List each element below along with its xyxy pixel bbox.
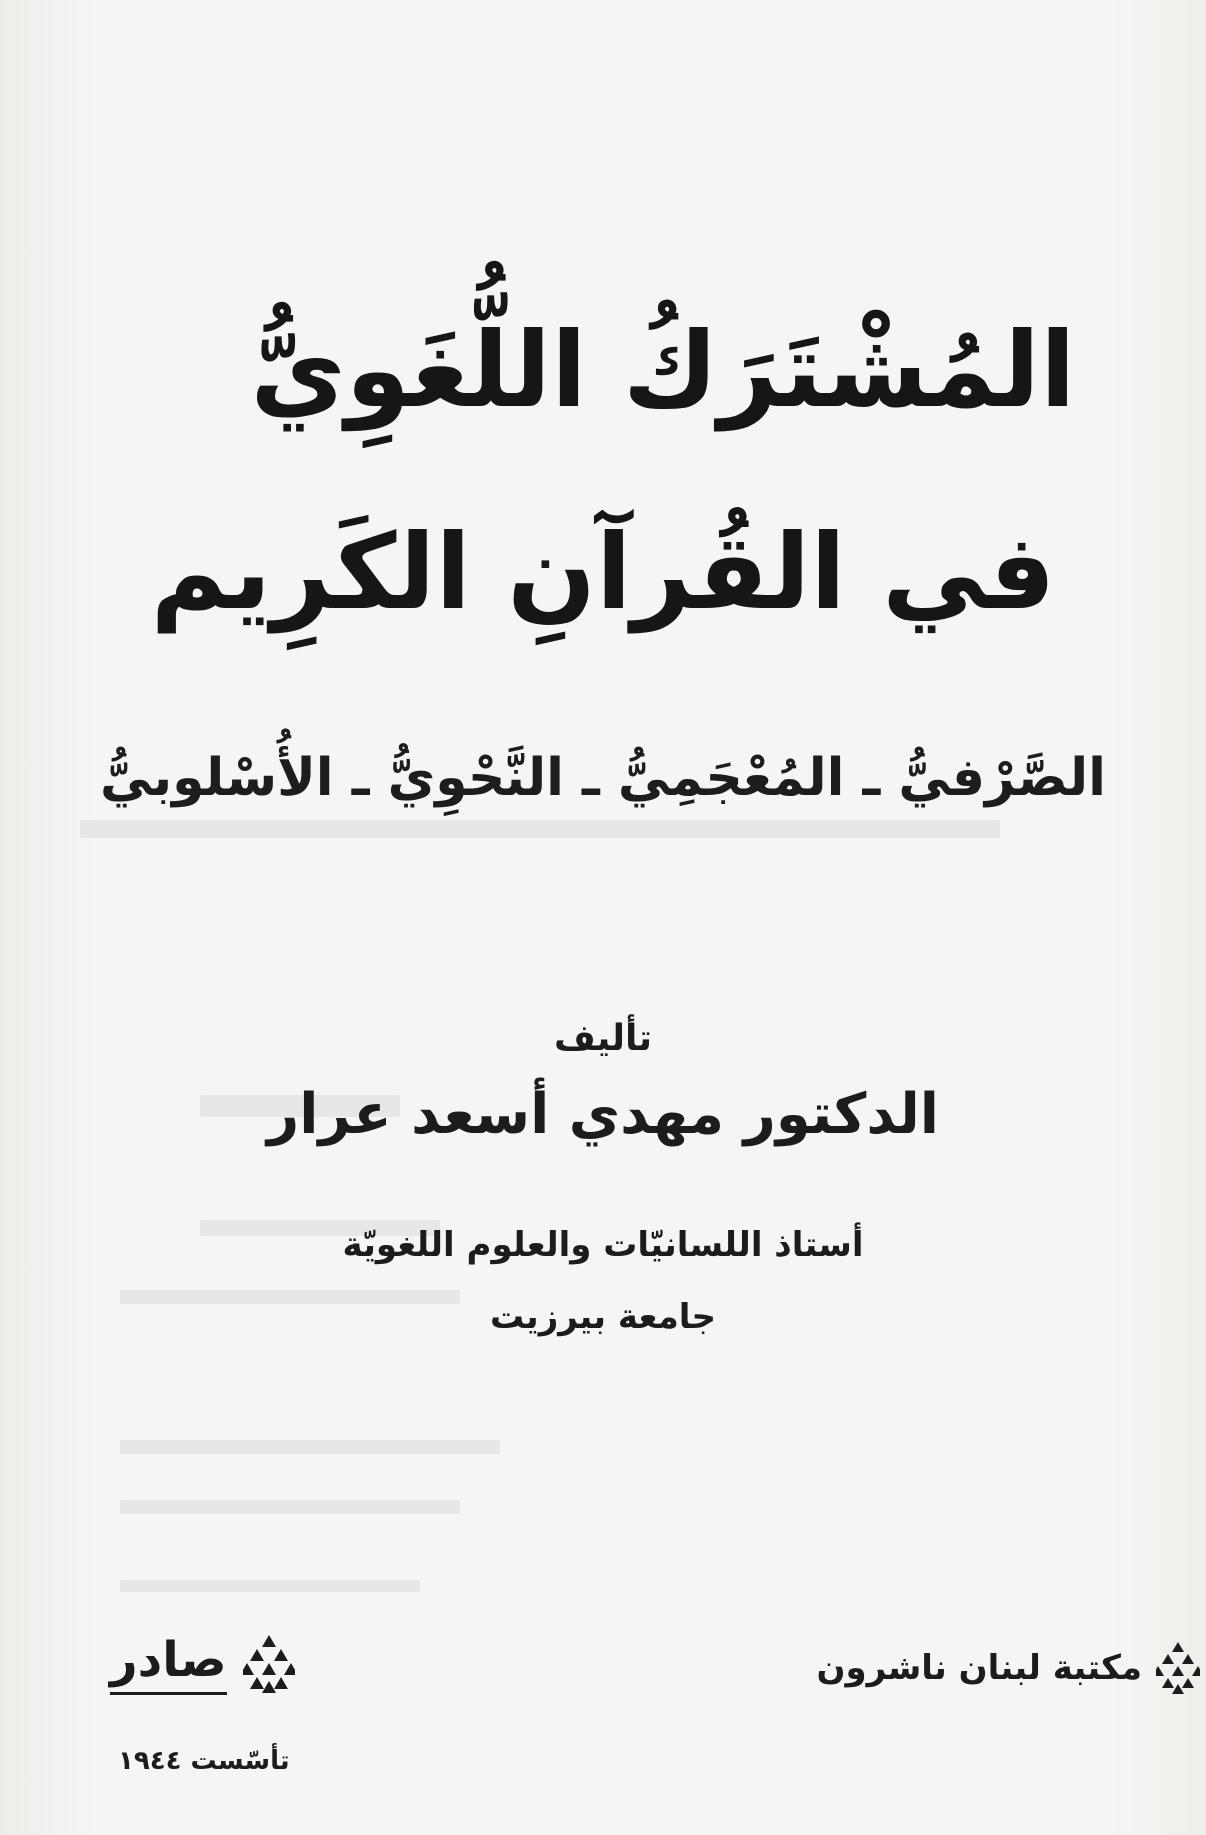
author-name: الدكتور مهدي أسعد عرار: [267, 1082, 939, 1147]
book-subtitle: الصَّرْفيُّ ـ المُعْجَمِيُّ ـ النَّحْوِيُّ ـ الأُسْلوبيُّ: [99, 748, 1106, 808]
book-title-line-2: في القُرآنِ الكَرِيم: [150, 511, 1056, 633]
authored-by-label: تأليف: [553, 1018, 653, 1059]
author-position: أستاذ اللسانيّات والعلوم اللغويّة: [342, 1225, 864, 1265]
publisher-founded: تأسّست ١٩٤٤: [118, 1746, 290, 1776]
bleed-through: [120, 1500, 460, 1514]
bleed-through: [80, 820, 1000, 838]
author-university: جامعة بيرزيت: [489, 1297, 717, 1337]
book-title-line-1: المُشْتَرَكُ اللُّغَوِيُّ: [250, 309, 1076, 431]
publisher-logo-icon: [243, 1633, 295, 1695]
publisher-right-name: مكتبة لبنان ناشرون: [816, 1648, 1142, 1688]
publisher-left-name: صادر: [110, 1632, 227, 1695]
bleed-through: [120, 1440, 500, 1454]
publisher-logo-icon: [1156, 1640, 1200, 1696]
publisher-right: [817, 1640, 1200, 1696]
bleed-through: [120, 1580, 420, 1592]
publisher-left: [110, 1632, 295, 1695]
